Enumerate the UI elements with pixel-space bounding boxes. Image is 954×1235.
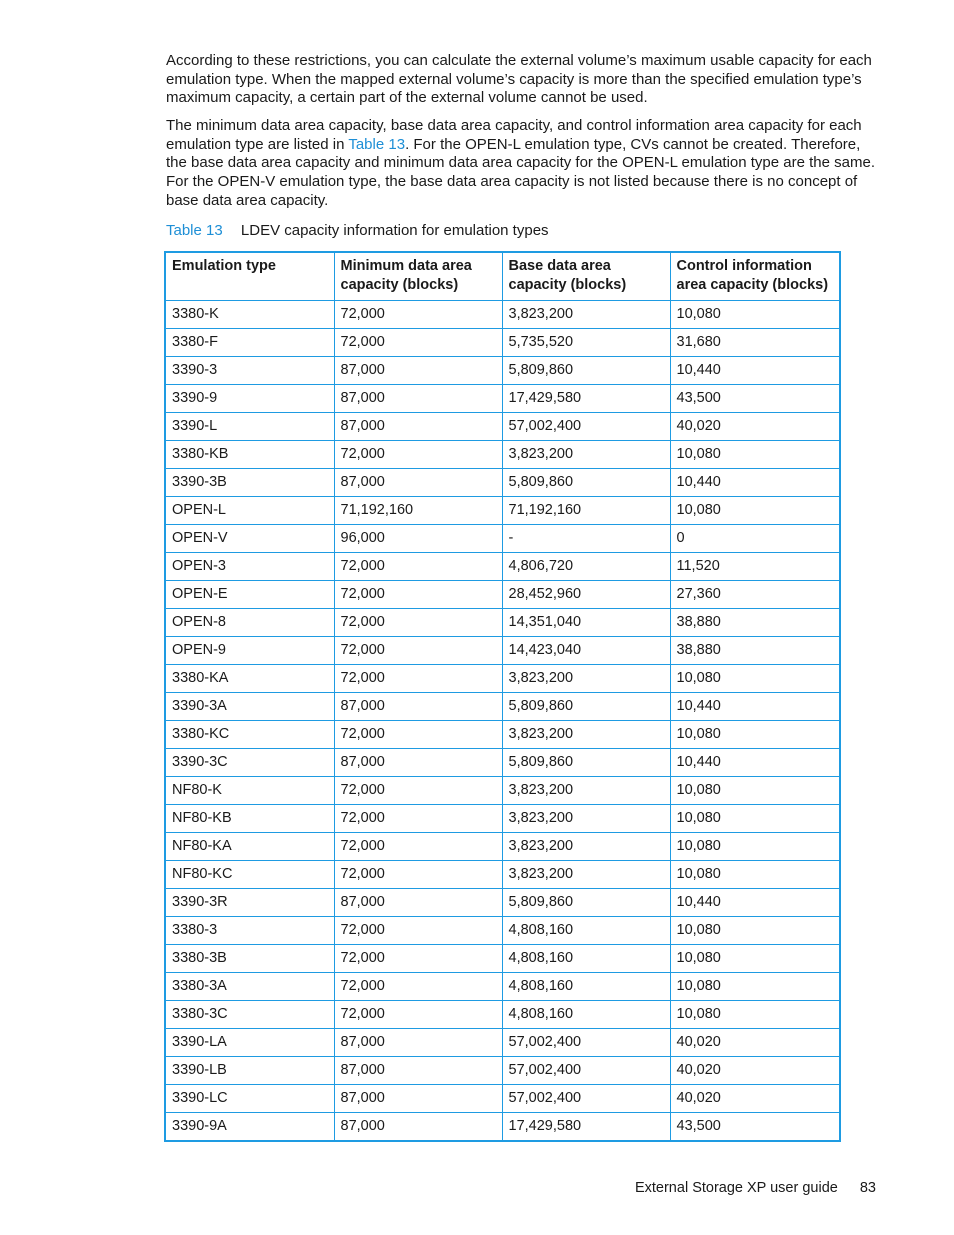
table-row (166, 524, 839, 552)
cell-control-information-area: 10,440 (670, 356, 839, 384)
cell-minimum-data-area: 72,000 (334, 580, 502, 608)
intro-paragraph: According to these restrictions, you can calculate the external volume’s maximum usable capacity for each emulation type. When the mapped external volume’s capacity is more than the specified emulation type’s maximum capacity, a certain part of the external volume cannot be used. (166, 52, 872, 107)
cell-emulation-type: 3390-9A (166, 1112, 334, 1140)
cell-control-information-area: 40,020 (670, 1056, 839, 1084)
cell-minimum-data-area: 71,192,160 (334, 496, 502, 524)
cell-control-information-area: 10,080 (670, 1000, 839, 1028)
cell-base-data-area: 5,809,860 (502, 888, 670, 916)
cell-minimum-data-area: 87,000 (334, 356, 502, 384)
table-row (166, 748, 839, 776)
table-row (166, 412, 839, 440)
table-row (166, 328, 839, 356)
cell-base-data-area: 57,002,400 (502, 1056, 670, 1084)
table-row (166, 1112, 839, 1140)
table-row (166, 1028, 839, 1056)
cell-base-data-area: 5,809,860 (502, 356, 670, 384)
table-row (166, 356, 839, 384)
cell-control-information-area: 10,440 (670, 888, 839, 916)
cell-emulation-type: OPEN-E (166, 580, 334, 608)
header-control-information-area: Control information area capacity (blocks) (670, 253, 839, 300)
cell-emulation-type: 3390-LA (166, 1028, 334, 1056)
cell-emulation-type: 3390-9 (166, 384, 334, 412)
table-row (166, 692, 839, 720)
table-row (166, 552, 839, 580)
cell-base-data-area: 57,002,400 (502, 412, 670, 440)
cell-control-information-area: 10,080 (670, 440, 839, 468)
table-row (166, 580, 839, 608)
table-row (166, 636, 839, 664)
cell-emulation-type: 3380-KC (166, 720, 334, 748)
cell-base-data-area: 3,823,200 (502, 860, 670, 888)
cell-control-information-area: 40,020 (670, 1084, 839, 1112)
cell-emulation-type: 3380-K (166, 300, 334, 328)
cell-control-information-area: 10,080 (670, 916, 839, 944)
description-text-after: . For the OPEN-L emulation type, CVs cannot be created. Therefore, the base data area capacity and minimum data area capacity for the OPEN-L emulation type are the same. For the OPEN-V emulation type, the base data area capacity is not listed because there is no concept of base data area capacity. (166, 135, 875, 209)
cell-control-information-area: 10,440 (670, 468, 839, 496)
table-caption-label: Table 13 (166, 222, 223, 239)
table-row (166, 804, 839, 832)
cell-base-data-area: 3,823,200 (502, 804, 670, 832)
cell-emulation-type: 3390-LB (166, 1056, 334, 1084)
cell-base-data-area: 28,452,960 (502, 580, 670, 608)
cell-control-information-area: 31,680 (670, 328, 839, 356)
cell-control-information-area: 0 (670, 524, 839, 552)
header-minimum-data-area: Minimum data area capacity (blocks) (334, 253, 502, 300)
cell-emulation-type: OPEN-9 (166, 636, 334, 664)
cell-base-data-area: 4,808,160 (502, 944, 670, 972)
cell-emulation-type: 3380-3A (166, 972, 334, 1000)
table-row (166, 384, 839, 412)
cell-emulation-type: 3380-F (166, 328, 334, 356)
cell-base-data-area: 5,809,860 (502, 468, 670, 496)
table-row (166, 720, 839, 748)
cell-control-information-area: 40,020 (670, 412, 839, 440)
cell-emulation-type: OPEN-3 (166, 552, 334, 580)
cell-base-data-area: 5,735,520 (502, 328, 670, 356)
cell-emulation-type: 3380-KA (166, 664, 334, 692)
cell-control-information-area: 10,080 (670, 664, 839, 692)
table-row (166, 972, 839, 1000)
cell-minimum-data-area: 72,000 (334, 636, 502, 664)
cell-base-data-area: 71,192,160 (502, 496, 670, 524)
cell-control-information-area: 10,080 (670, 860, 839, 888)
cell-minimum-data-area: 72,000 (334, 300, 502, 328)
cell-base-data-area: 57,002,400 (502, 1084, 670, 1112)
table-row (166, 1000, 839, 1028)
cell-control-information-area: 10,440 (670, 692, 839, 720)
cell-control-information-area: 43,500 (670, 384, 839, 412)
cell-emulation-type: 3380-3 (166, 916, 334, 944)
cell-minimum-data-area: 72,000 (334, 720, 502, 748)
ldev-capacity-table (164, 251, 841, 1142)
table-row (166, 608, 839, 636)
cell-minimum-data-area: 72,000 (334, 328, 502, 356)
cell-minimum-data-area: 87,000 (334, 748, 502, 776)
cell-minimum-data-area: 87,000 (334, 384, 502, 412)
cell-minimum-data-area: 72,000 (334, 916, 502, 944)
cell-base-data-area: 3,823,200 (502, 720, 670, 748)
cell-minimum-data-area: 87,000 (334, 1028, 502, 1056)
cell-base-data-area: 5,809,860 (502, 748, 670, 776)
cell-control-information-area: 27,360 (670, 580, 839, 608)
cell-control-information-area: 10,080 (670, 804, 839, 832)
cell-emulation-type: 3390-3R (166, 888, 334, 916)
cell-minimum-data-area: 87,000 (334, 692, 502, 720)
cell-emulation-type: NF80-KC (166, 860, 334, 888)
cell-minimum-data-area: 87,000 (334, 1112, 502, 1140)
cell-minimum-data-area: 87,000 (334, 1056, 502, 1084)
cell-control-information-area: 38,880 (670, 636, 839, 664)
cell-base-data-area: 14,423,040 (502, 636, 670, 664)
page-footer (600, 1180, 876, 1196)
cell-base-data-area: 14,351,040 (502, 608, 670, 636)
cell-minimum-data-area: 72,000 (334, 860, 502, 888)
cell-emulation-type: NF80-KA (166, 832, 334, 860)
table-row (166, 1084, 839, 1112)
cell-base-data-area: - (502, 524, 670, 552)
cell-emulation-type: OPEN-8 (166, 608, 334, 636)
cell-base-data-area: 17,429,580 (502, 384, 670, 412)
cell-minimum-data-area: 72,000 (334, 804, 502, 832)
description-text-before: The minimum data area capacity, base data area capacity, and control information area capacity for each emulation type are listed in (166, 117, 862, 153)
cell-emulation-type: 3390-3B (166, 468, 334, 496)
cell-minimum-data-area: 72,000 (334, 944, 502, 972)
header-base-data-area: Base data area capacity (blocks) (502, 253, 670, 300)
cell-minimum-data-area: 72,000 (334, 552, 502, 580)
table-13-link[interactable]: Table 13 (348, 135, 406, 153)
cell-minimum-data-area: 87,000 (334, 412, 502, 440)
cell-emulation-type: 3390-3C (166, 748, 334, 776)
cell-emulation-type: NF80-KB (166, 804, 334, 832)
cell-control-information-area: 40,020 (670, 1028, 839, 1056)
cell-base-data-area: 5,809,860 (502, 692, 670, 720)
cell-emulation-type: NF80-K (166, 776, 334, 804)
cell-minimum-data-area: 87,000 (334, 468, 502, 496)
cell-base-data-area: 17,429,580 (502, 1112, 670, 1140)
cell-control-information-area: 10,080 (670, 944, 839, 972)
table-row (166, 440, 839, 468)
table-row (166, 944, 839, 972)
table-row (166, 496, 839, 524)
cell-emulation-type: 3390-LC (166, 1084, 334, 1112)
cell-base-data-area: 4,808,160 (502, 1000, 670, 1028)
table-caption-title: LDEV capacity information for emulation types (240, 222, 549, 239)
cell-base-data-area: 4,808,160 (502, 916, 670, 944)
cell-minimum-data-area: 87,000 (334, 1084, 502, 1112)
page-number: 83 (859, 1180, 876, 1196)
table-row (166, 860, 839, 888)
cell-minimum-data-area: 72,000 (334, 776, 502, 804)
cell-minimum-data-area: 96,000 (334, 524, 502, 552)
header-emulation-type: Emulation type (166, 253, 334, 300)
cell-minimum-data-area: 72,000 (334, 832, 502, 860)
cell-base-data-area: 3,823,200 (502, 664, 670, 692)
cell-emulation-type: 3390-L (166, 412, 334, 440)
table-row (166, 468, 839, 496)
cell-emulation-type: OPEN-L (166, 496, 334, 524)
cell-control-information-area: 10,440 (670, 748, 839, 776)
cell-base-data-area: 3,823,200 (502, 776, 670, 804)
table-header-row (166, 253, 839, 300)
cell-minimum-data-area: 72,000 (334, 664, 502, 692)
cell-control-information-area: 10,080 (670, 720, 839, 748)
cell-emulation-type: 3380-3C (166, 1000, 334, 1028)
cell-control-information-area: 11,520 (670, 552, 839, 580)
table-row (166, 300, 839, 328)
cell-control-information-area: 10,080 (670, 496, 839, 524)
cell-control-information-area: 10,080 (670, 776, 839, 804)
cell-emulation-type: 3390-3 (166, 356, 334, 384)
description-paragraph (166, 117, 876, 211)
cell-minimum-data-area: 72,000 (334, 972, 502, 1000)
cell-base-data-area: 57,002,400 (502, 1028, 670, 1056)
cell-emulation-type: 3390-3A (166, 692, 334, 720)
cell-minimum-data-area: 72,000 (334, 1000, 502, 1028)
table-caption (166, 222, 549, 240)
cell-control-information-area: 38,880 (670, 608, 839, 636)
cell-base-data-area: 4,808,160 (502, 972, 670, 1000)
cell-emulation-type: OPEN-V (166, 524, 334, 552)
cell-base-data-area: 3,823,200 (502, 832, 670, 860)
table-row (166, 916, 839, 944)
cell-control-information-area: 10,080 (670, 972, 839, 1000)
cell-control-information-area: 10,080 (670, 832, 839, 860)
cell-control-information-area: 43,500 (670, 1112, 839, 1140)
cell-minimum-data-area: 72,000 (334, 440, 502, 468)
table-row (166, 888, 839, 916)
cell-emulation-type: 3380-KB (166, 440, 334, 468)
cell-base-data-area: 3,823,200 (502, 440, 670, 468)
cell-emulation-type: 3380-3B (166, 944, 334, 972)
cell-base-data-area: 3,823,200 (502, 300, 670, 328)
table-row (166, 832, 839, 860)
table-body (166, 300, 839, 1140)
cell-base-data-area: 4,806,720 (502, 552, 670, 580)
table-row (166, 1056, 839, 1084)
cell-minimum-data-area: 87,000 (334, 888, 502, 916)
footer-title: External Storage XP user guide (634, 1180, 838, 1196)
cell-control-information-area: 10,080 (670, 300, 839, 328)
cell-minimum-data-area: 72,000 (334, 608, 502, 636)
table-row (166, 776, 839, 804)
table-row (166, 664, 839, 692)
